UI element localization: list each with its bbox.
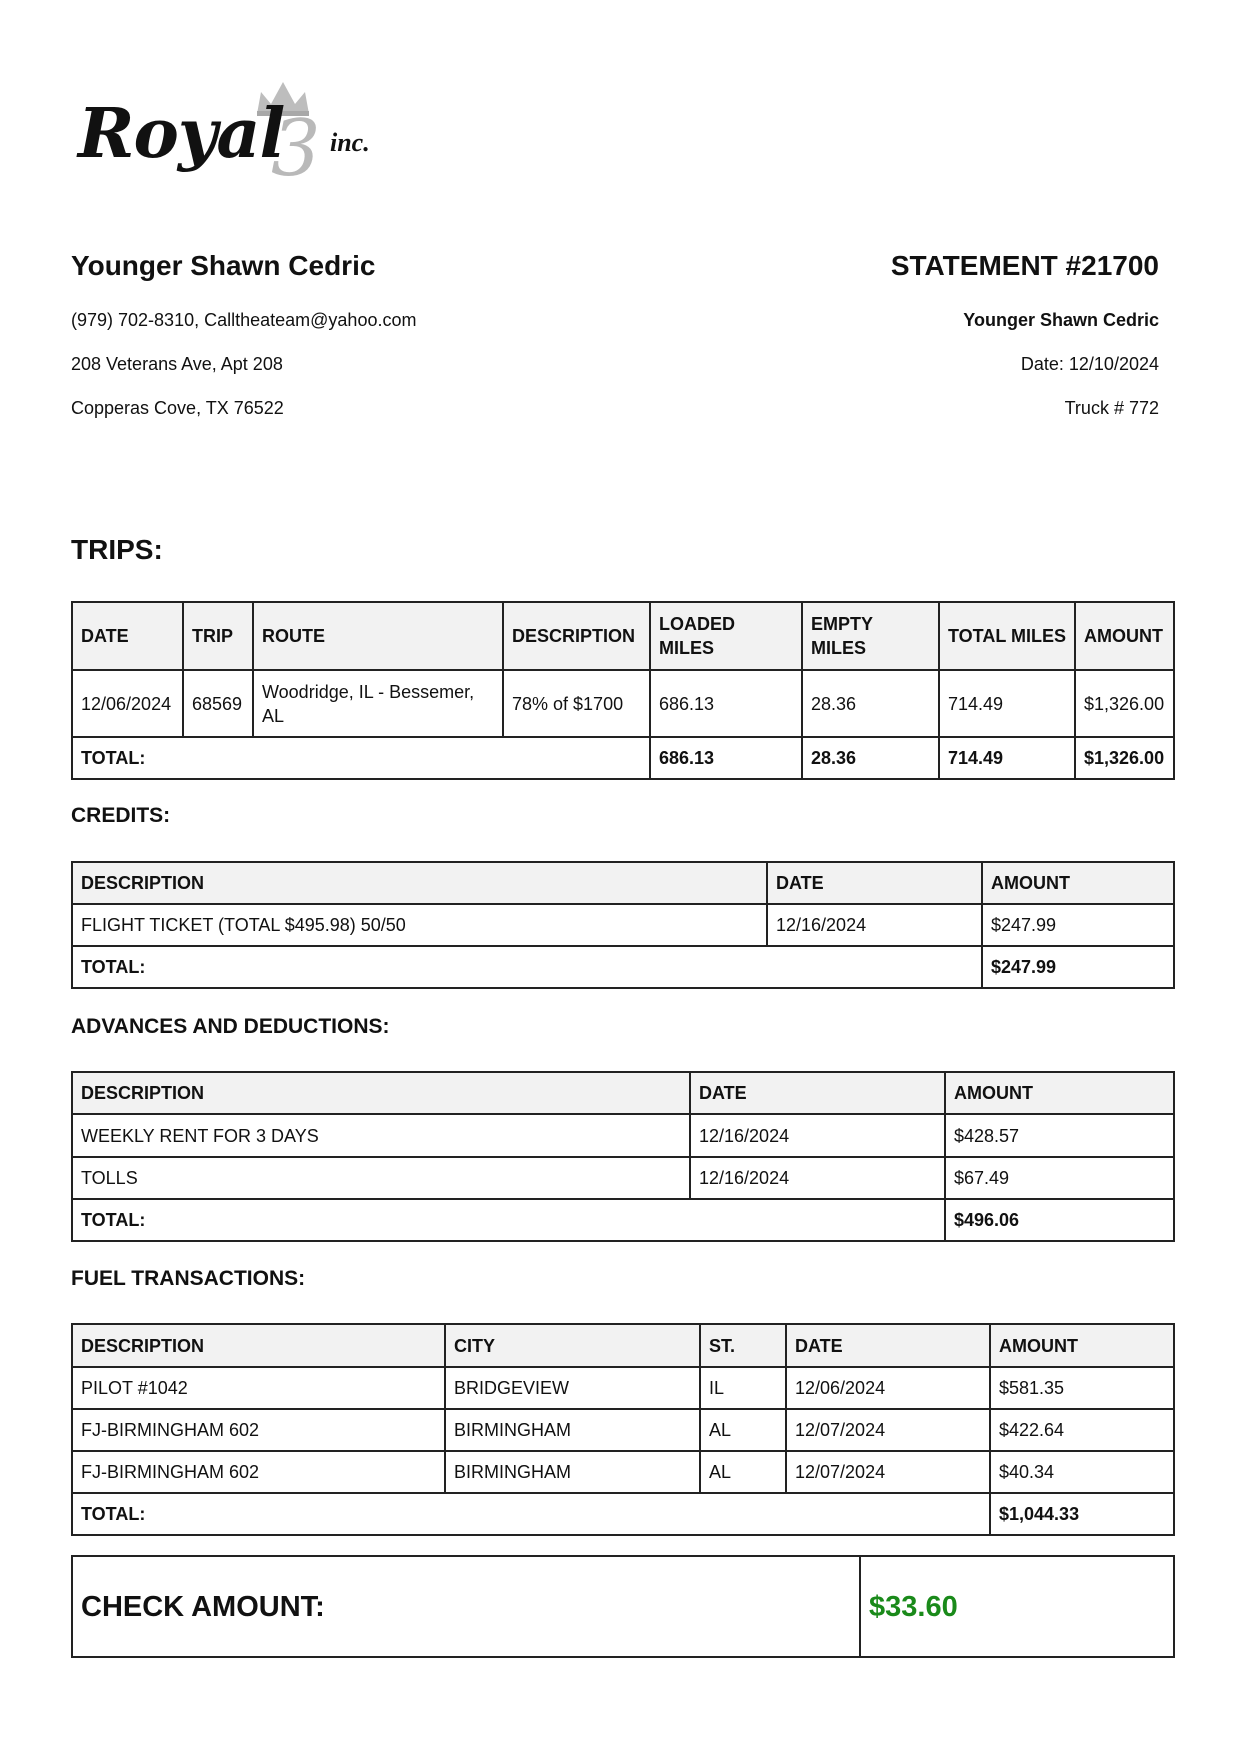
trips-header: LOADED MILES [650,602,802,670]
truck-number: Truck # 772 [1064,398,1159,418]
logo-numeral: 3 [271,104,321,194]
deduction-amount: $428.57 [945,1114,1174,1157]
deduction-date: 12/16/2024 [690,1157,945,1199]
fuel-city: BIRMINGHAM [445,1409,700,1451]
check-amount-value: $33.60 [860,1556,1174,1657]
trips-header: EMPTY MILES [802,602,939,670]
trips-total-row [72,737,1174,779]
deductions-table [71,1071,1175,1242]
credits-header-row [72,862,1174,904]
table-row [72,1157,1174,1199]
fuel-total-label: TOTAL: [72,1493,990,1535]
fuel-header: DESCRIPTION [72,1324,445,1367]
driver-info [71,249,631,418]
fuel-header: DATE [786,1324,990,1367]
fuel-state: IL [700,1367,786,1409]
deduction-description: WEEKLY RENT FOR 3 DAYS [72,1114,690,1157]
statement-name: Younger Shawn Cedric [963,310,1159,330]
fuel-amount: $422.64 [990,1409,1174,1451]
table-row [72,1451,1174,1493]
fuel-date: 12/07/2024 [786,1451,990,1493]
credits-title: CREDITS: [71,804,171,827]
credit-description: FLIGHT TICKET (TOTAL $495.98) 50/50 [72,904,767,946]
driver-address-line-2: Copperas Cove, TX 76522 [71,398,284,418]
fuel-amount: $40.34 [990,1451,1174,1493]
credit-date: 12/16/2024 [767,904,982,946]
trip-total-miles: 714.49 [939,670,1075,737]
fuel-header: CITY [445,1324,700,1367]
fuel-header-row [72,1324,1174,1367]
credits-total-label: TOTAL: [72,946,982,988]
logo-word: Royal [78,94,285,174]
credits-header: DESCRIPTION [72,862,767,904]
logo-suffix: inc. [330,128,370,157]
fuel-city: BRIDGEVIEW [445,1367,700,1409]
fuel-date: 12/07/2024 [786,1409,990,1451]
fuel-table [71,1323,1175,1536]
trip-route: Woodridge, IL - Bessemer, AL [253,670,503,737]
trips-header-row [72,602,1174,670]
deduction-description: TOLLS [72,1157,690,1199]
check-amount-label: CHECK AMOUNT: [72,1556,860,1657]
table-row [72,1114,1174,1157]
deductions-header: DESCRIPTION [72,1072,690,1114]
credits-total-row [72,946,1174,988]
deduction-date: 12/16/2024 [690,1114,945,1157]
trips-total-miles: 714.49 [939,737,1075,779]
trips-total-loaded: 686.13 [650,737,802,779]
driver-contact: (979) 702-8310, Calltheateam@yahoo.com [71,310,417,330]
statement-title: STATEMENT #21700 [890,250,1159,281]
trip-number: 68569 [183,670,253,737]
fuel-header: ST. [700,1324,786,1367]
trips-header: ROUTE [253,602,503,670]
fuel-state: AL [700,1409,786,1451]
credits-header: DATE [767,862,982,904]
table-row [72,904,1174,946]
fuel-title: FUEL TRANSACTIONS: [71,1267,306,1290]
fuel-date: 12/06/2024 [786,1367,990,1409]
trip-amount: $1,326.00 [1075,670,1174,737]
statement-info [599,249,1159,418]
fuel-total-row [72,1493,1174,1535]
fuel-amount: $581.35 [990,1367,1174,1409]
deductions-header: AMOUNT [945,1072,1174,1114]
trips-total-amount: $1,326.00 [1075,737,1174,779]
trips-header: TRIP [183,602,253,670]
trips-header: TOTAL MILES [939,602,1075,670]
fuel-city: BIRMINGHAM [445,1451,700,1493]
deductions-title: ADVANCES AND DEDUCTIONS: [71,1015,390,1038]
table-row [72,1367,1174,1409]
credits-table [71,861,1175,989]
check-amount-row [72,1556,1174,1657]
fuel-total-amount: $1,044.33 [990,1493,1174,1535]
fuel-state: AL [700,1451,786,1493]
trip-date: 12/06/2024 [72,670,183,737]
trips-header: AMOUNT [1075,602,1174,670]
credits-header: AMOUNT [982,862,1174,904]
check-amount-table [71,1555,1175,1658]
credit-amount: $247.99 [982,904,1174,946]
deductions-total-amount: $496.06 [945,1199,1174,1241]
trips-header: DATE [72,602,183,670]
driver-address-line-1: 208 Veterans Ave, Apt 208 [71,354,283,374]
trip-loaded-miles: 686.13 [650,670,802,737]
trip-description: 78% of $1700 [503,670,650,737]
company-logo [78,78,388,194]
credits-total-amount: $247.99 [982,946,1174,988]
fuel-description: FJ-BIRMINGHAM 602 [72,1451,445,1493]
trips-total-empty: 28.36 [802,737,939,779]
trips-header: DESCRIPTION [503,602,650,670]
deductions-total-row [72,1199,1174,1241]
fuel-description: FJ-BIRMINGHAM 602 [72,1409,445,1451]
deductions-header-row [72,1072,1174,1114]
table-row [72,1409,1174,1451]
trips-table [71,601,1175,780]
deduction-amount: $67.49 [945,1157,1174,1199]
table-row [72,670,1174,737]
fuel-header: AMOUNT [990,1324,1174,1367]
deductions-total-label: TOTAL: [72,1199,945,1241]
trips-title: TRIPS: [71,534,163,565]
trips-total-label: TOTAL: [72,737,650,779]
driver-name: Younger Shawn Cedric [71,250,376,281]
trip-empty-miles: 28.36 [802,670,939,737]
deductions-header: DATE [690,1072,945,1114]
fuel-description: PILOT #1042 [72,1367,445,1409]
statement-date: Date: 12/10/2024 [1020,354,1159,374]
